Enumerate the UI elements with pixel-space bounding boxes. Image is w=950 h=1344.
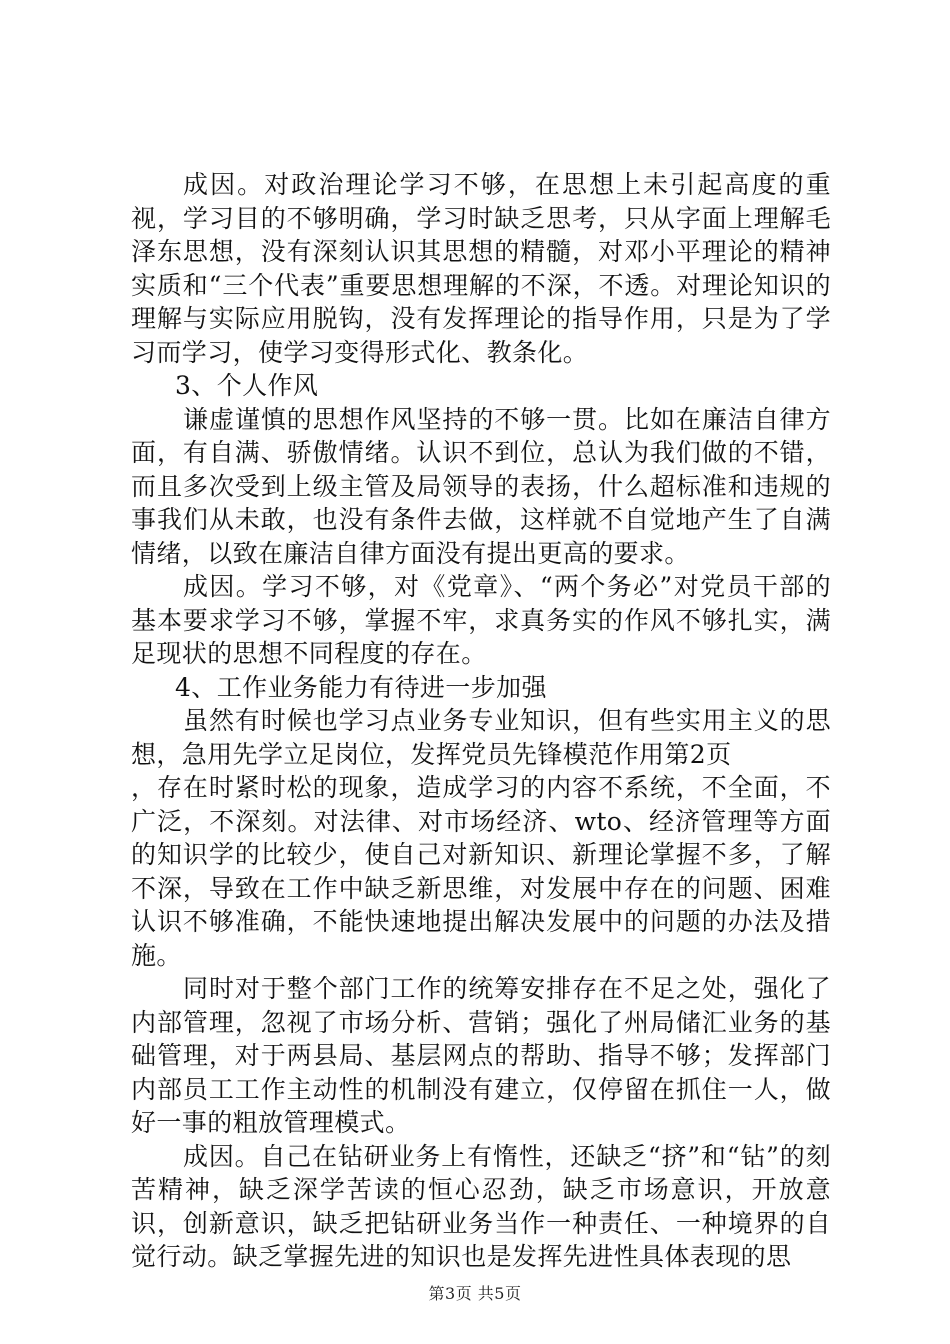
paragraph-personal-style: 谦虚谨慎的思想作风坚持的不够一贯。比如在廉洁自律方面，有自满、骄傲情绪。认识不到位，总认为我们做的不错，而且多次受到上级主管及局领导的表扬，什么超标准和违规的事我们从未敢，也没有条件去做，这样就不自觉地产生了自满情绪，以致在廉洁自律方面没有提出更高的要求。 <box>131 404 831 568</box>
paragraph-cause-business: 成因。自己在钻研业务上有惰性，还缺乏“挤”和“钻”的刻苦精神，缺乏深学苦读的恒心忍劲，缺乏市场意识，开放意识，创新意识，缺乏把钻研业务当作一种责任、一种境界的自觉行动。缺乏掌握先进的知识也是发挥先进性具体表现的思 <box>131 1141 831 1271</box>
heading-work-ability: 4、工作业务能力有待进一步加强 <box>175 672 547 702</box>
paragraph-work-ability: 虽然有时候也学习点业务专业知识，但有些实用主义的思想，急用先学立足岗位，发挥党员先锋模范作用第2页 <box>131 706 831 769</box>
paragraph-department-management: 同时对于整个部门工作的统筹安排存在不足之处，强化了内部管理，忽视了市场分析、营销；强化了州局储汇业务的基础管理，对于两县局、基层网点的帮助、指导不够；发挥部门内部员工工作主动性的机制没有建立，仅停留在抓住一人，做好一事的粗放管理模式。 <box>131 974 831 1137</box>
paragraph-cause-theory: 成因。对政治理论学习不够，在思想上未引起高度的重视，学习目的不够明确，学习时缺乏思考，只从字面上理解毛泽东思想，没有深刻认识其思想的精髓，对邓小平理论的精神实质和“三个代表”重要思想理解的不深，不透。对理论知识的理解与实际应用脱钩，没有发挥理论的指导作用，只是为了学习而学习，使学习变得形式化、教条化。 <box>131 170 831 367</box>
document-body <box>131 168 831 1274</box>
paragraph-cause-style: 成因。学习不够，对《党章》、“两个务必”对党员干部的基本要求学习不够，掌握不牢，求真务实的作风不够扎实，满足现状的思想不同程度的存在。 <box>131 572 831 668</box>
paragraph-work-ability-continued: ，存在时紧时松的现象，造成学习的内容不系统，不全面，不广泛，不深刻。对法律、对市场经济、wto、经济管理等方面的知识学的比较少，使自己对新知识、新理论掌握不多，了解不深，导致在工作中缺乏新思维，对发展中存在的问题、困难认识不够准确，不能快速地提出解决发展中的问题的办法及措施。 <box>131 773 831 970</box>
heading-personal-style: 3、个人作风 <box>175 371 319 400</box>
page-number-footer: 第3页 共5页 <box>428 1284 522 1303</box>
